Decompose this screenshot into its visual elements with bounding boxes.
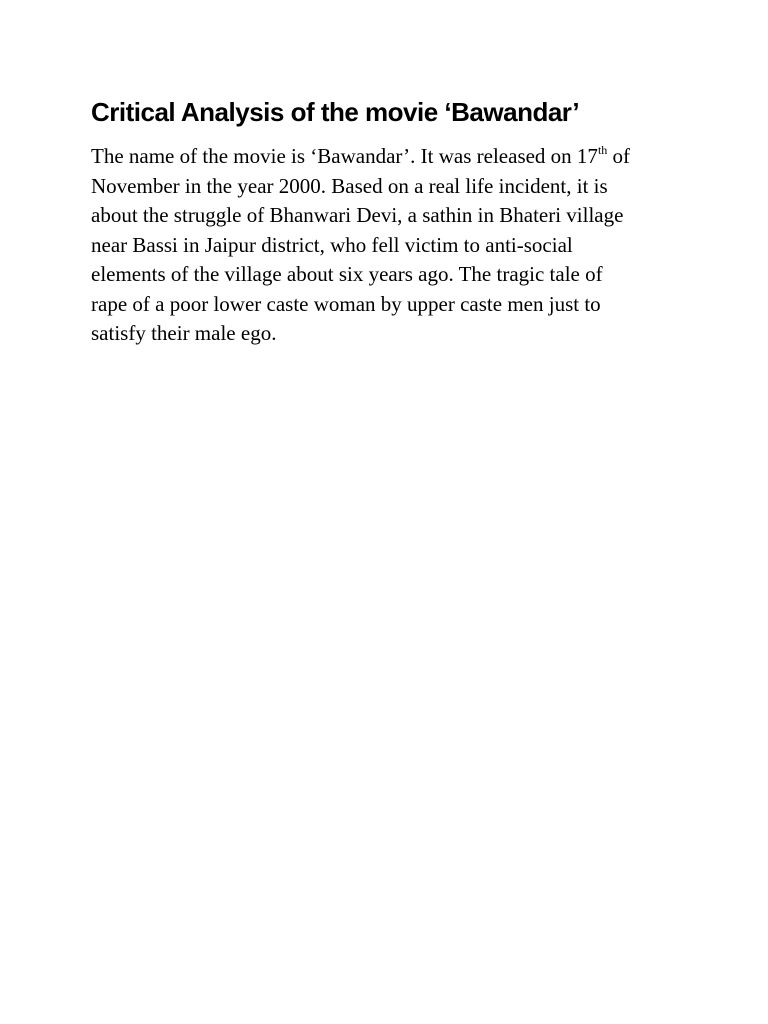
paragraph-line-6: rape of a poor lower caste woman by upper caste men just to xyxy=(91,291,601,316)
paragraph-line-1-text: The name of the movie is ‘Bawandar’. It was released on 17 xyxy=(91,144,598,168)
paragraph-line-1 xyxy=(91,142,691,172)
body-paragraph xyxy=(91,142,691,349)
paragraph-line-5: elements of the village about six years ago. The tragic tale of xyxy=(91,262,603,286)
paragraph-line-2: November in the year 2000. Based on a real life incident, it is xyxy=(91,173,608,198)
paragraph-line-1-end: of xyxy=(607,144,631,168)
paragraph-line-7: satisfy their male ego. xyxy=(91,321,277,345)
paragraph-line-4: near Bassi in Jaipur district, who fell victim to anti-social xyxy=(91,232,573,257)
ordinal-superscript: th xyxy=(597,143,608,157)
document-title: Critical Analysis of the movie ‘Bawandar’ xyxy=(91,97,580,127)
paragraph-line-3: about the struggle of Bhanwari Devi, a sathin in Bhateri village xyxy=(91,203,624,227)
